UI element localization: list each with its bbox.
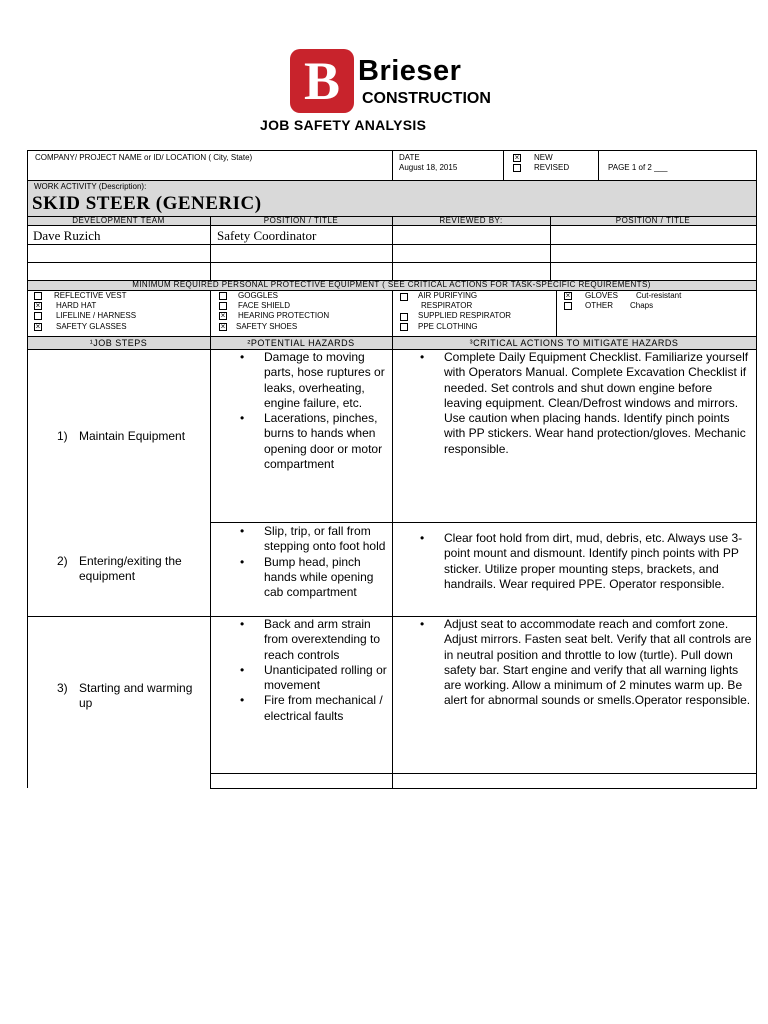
other-label: OTHER (585, 301, 613, 310)
job-step-label: Entering/exiting the equipment (79, 554, 182, 584)
position-header-1: POSITION / TITLE (263, 216, 339, 225)
face-shield-checkbox[interactable] (219, 302, 227, 310)
actions-3 (420, 617, 755, 709)
hazard-item: • Back and arm strain from overextending to reach controls (240, 617, 390, 663)
air-purifying-label: AIR PURIFYING (418, 291, 478, 300)
hard-hat-checkbox[interactable]: × (35, 301, 41, 310)
job-step-number: 3) (57, 681, 68, 695)
safety-glasses-checkbox[interactable]: × (35, 322, 41, 331)
hazard-item: • Damage to moving parts, hose ruptures or leaks, overheating, engine failure, etc. (240, 350, 390, 411)
work-activity-label: WORK ACTIVITY (Description): (34, 182, 147, 191)
goggles-checkbox[interactable] (219, 292, 227, 300)
hazards-2 (240, 524, 390, 600)
action-item: • Complete Daily Equipment Checklist. Familiarize yourself with Operators Manual. Complete Excavation Checklist if needed. Set controls and shut down engine before leaving equipment. Clean/Defrost windows and mirrors. Use caution when placing hands. Identify pinch points with PP stickers. Wear hand protection/gloves. Mechanic responsible. (420, 350, 750, 457)
hazard-item: • Slip, trip, or fall from stepping onto foot hold (240, 524, 390, 555)
face-shield-label: FACE SHIELD (238, 301, 291, 310)
hazard-item: • Fire from mechanical / electrical faults (240, 693, 390, 724)
project-label: COMPANY/ PROJECT NAME or ID/ LOCATION ( City, State) (35, 153, 253, 162)
revised-label: REVISED (534, 163, 570, 172)
actions-2 (420, 531, 752, 592)
brand-name: Brieser (358, 55, 462, 87)
reflective-vest-checkbox[interactable] (34, 292, 42, 300)
goggles-label: GOGGLES (238, 291, 279, 300)
brand-subtitle: CONSTRUCTION (362, 90, 491, 107)
respirator-label: RESPIRATOR (421, 301, 473, 310)
hazard-item: • Bump head, pinch hands while opening cab compartment (240, 555, 390, 601)
job-step-number: 2) (57, 554, 68, 568)
potential-hazards-header: ²POTENTIAL HAZARDS (247, 338, 355, 348)
revised-checkbox[interactable] (513, 164, 521, 172)
reviewed-by-header: REVIEWED BY: (439, 216, 503, 225)
ppe-clothing-label: PPE CLOTHING (418, 322, 478, 331)
safety-glasses-label: SAFETY GLASSES (56, 322, 127, 331)
safety-shoes-label: SAFETY SHOES (236, 322, 298, 331)
date-value[interactable]: August 18, 2015 (399, 163, 458, 172)
dev-team-header: DEVELOPMENT TEAM (72, 216, 165, 225)
date-label: DATE (399, 153, 420, 162)
supplied-respirator-label: SUPPLIED RESPIRATOR (418, 311, 512, 320)
ppe-header: MINIMUM REQUIRED PERSONAL PROTECTIVE EQUIPMENT ( SEE CRITICAL ACTIONS FOR TASK-SPECIFIC REQUIREMENTS) (132, 280, 651, 289)
new-checkbox[interactable]: × (514, 153, 520, 162)
hazard-item: • Unanticipated rolling or movement (240, 663, 390, 694)
work-activity-value[interactable]: SKID STEER (GENERIC) (32, 193, 262, 214)
ppe-clothing-checkbox[interactable] (400, 323, 408, 331)
position-header-2: POSITION / TITLE (615, 216, 691, 225)
hearing-protection-checkbox[interactable]: × (220, 311, 226, 320)
hearing-protection-label: HEARING PROTECTION (238, 311, 330, 320)
hazards-3 (240, 617, 390, 724)
gloves-checkbox[interactable]: × (565, 291, 571, 300)
hard-hat-label: HARD HAT (56, 301, 97, 310)
action-item: • Clear foot hold from dirt, mud, debris, etc. Always use 3-point mount and dismount. Identify pinch points with PP sticker. Utilize proper mounting steps, brackets, and handrails. Wear required PPE. Operator responsible. (420, 531, 752, 592)
document-title: JOB SAFETY ANALYSIS (260, 117, 427, 133)
air-purifying-respirator-checkbox[interactable] (400, 293, 408, 301)
logo-letter: B (303, 51, 341, 111)
page-number: PAGE 1 of 2 ___ (608, 163, 668, 172)
team-member-name[interactable]: Dave Ruzich (33, 228, 101, 243)
gloves-note[interactable]: Cut-resistant (636, 291, 682, 300)
hazard-item: • Lacerations, pinches, burns to hands when opening door or motor compartment (240, 411, 390, 472)
action-item: • Adjust seat to accommodate reach and comfort zone. Adjust mirrors. Fasten seat belt. Verify that all controls are in neutral position and throttle to low (turtle). Pull down safety bar. Start engine and verify that all warning lights are working. Allow a minimum of 2 minutes warm up. Be alert for abnormal sounds or smells.Operator responsible. (420, 617, 755, 709)
lifeline-harness-label: LIFELINE / HARNESS (56, 311, 137, 320)
other-checkbox[interactable] (564, 302, 572, 310)
other-note[interactable]: Chaps (630, 301, 654, 310)
job-steps-header: ¹JOB STEPS (89, 338, 148, 348)
job-step-label: Starting and warming up (79, 681, 193, 711)
gloves-label: GLOVES (585, 291, 618, 300)
critical-actions-header: ³CRITICAL ACTIONS TO MITIGATE HAZARDS (469, 338, 679, 348)
reflective-vest-label: REFLECTIVE VEST (54, 291, 127, 300)
hazards-1 (240, 350, 390, 472)
new-label: NEW (534, 153, 553, 162)
company-logo (290, 49, 354, 113)
actions-1 (420, 350, 750, 457)
job-step-number: 1) (57, 429, 68, 443)
lifeline-harness-checkbox[interactable] (34, 312, 42, 320)
supplied-respirator-checkbox[interactable] (400, 313, 408, 321)
safety-shoes-checkbox[interactable]: × (220, 322, 226, 331)
team-member-position[interactable]: Safety Coordinator (217, 228, 317, 243)
job-step-label: Maintain Equipment (79, 429, 186, 443)
